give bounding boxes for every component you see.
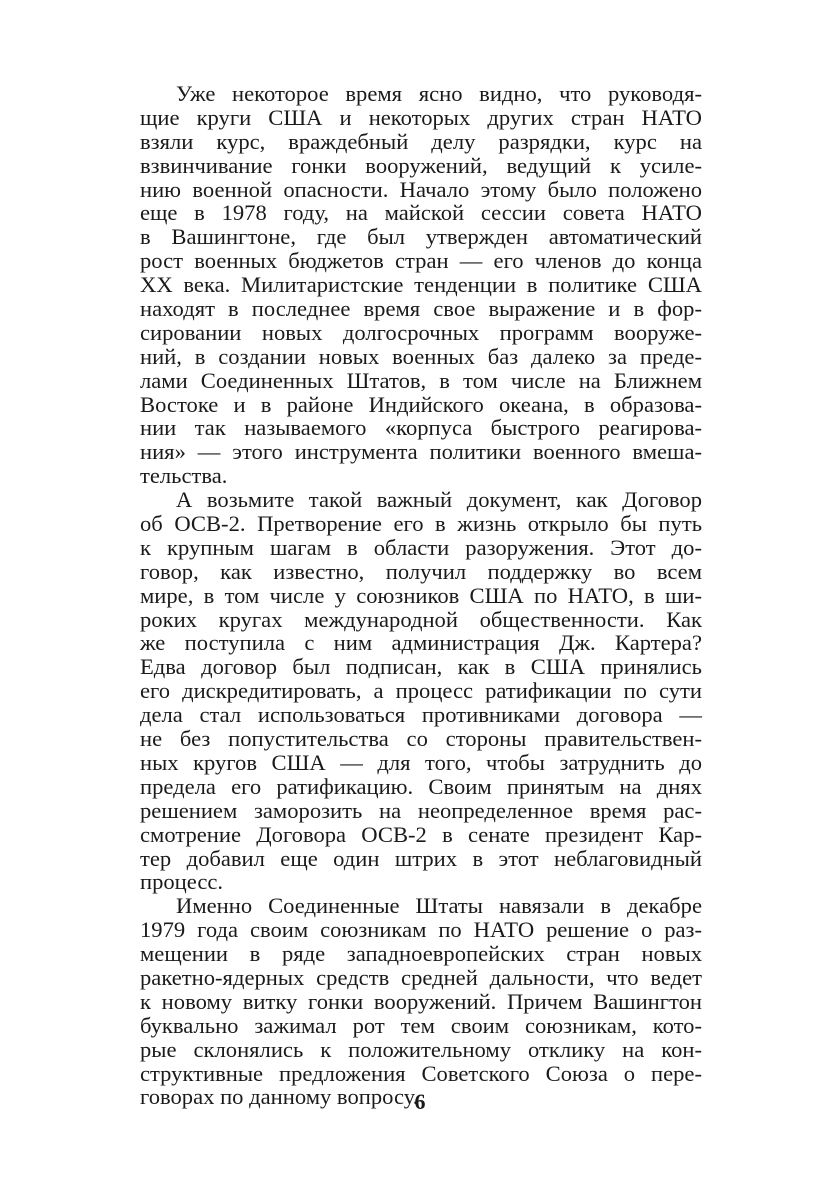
text-line: Уже некоторое время ясно видно, что руководя- xyxy=(176,81,702,106)
text-line: рые склонялись к положительному отклику на кон- xyxy=(140,1036,702,1062)
text-line: тельства. xyxy=(140,463,228,489)
paragraph xyxy=(140,82,702,488)
text-line: к новому витку гонки вооружений. Причем Вашингтон xyxy=(140,988,702,1014)
text-line: взвинчивание гонки вооружений, ведущий к усиле- xyxy=(140,152,702,178)
text-line: щие круги США и некоторых других стран НАТО xyxy=(140,104,702,130)
text-line: А возьмите такой важный документ, как Договор xyxy=(176,487,702,513)
text-line: нию военной опасности. Начало этому было положено xyxy=(140,176,702,202)
text-line: мещении в ряде западноевропейских стран новых xyxy=(140,941,702,967)
text-line: тер добавил еще один штрих в этот неблаговидный xyxy=(140,845,702,871)
text-line: процесс. xyxy=(140,869,224,895)
text-line: же поступила с ним администрация Дж. Картера? xyxy=(140,630,702,656)
text-line: дела стал использоваться противниками договора — xyxy=(140,702,702,728)
page-text xyxy=(140,82,702,1109)
text-line: мире, в том числе у союзников США по НАТО, в ши- xyxy=(140,582,702,608)
text-line: 1979 года своим союзникам по НАТО решение о раз- xyxy=(140,917,702,943)
text-line: взяли курс, враждебный делу разрядки, курс на xyxy=(140,128,702,154)
text-line: рост военных бюджетов стран — его членов до конца xyxy=(140,248,702,274)
text-line: об ОСВ-2. Претворение его в жизнь открыло бы путь xyxy=(140,511,702,537)
text-line: говорах по данному вопросу. xyxy=(140,1084,419,1110)
text-line: в Вашингтоне, где был утвержден автоматический xyxy=(140,224,702,250)
text-line: XX века. Милитаристские тенденции в политике США xyxy=(140,272,702,298)
text-line: Едва договор был подписан, как в США принялись xyxy=(140,654,702,680)
text-line: буквально зажимал рот тем своим союзникам, кото- xyxy=(140,1012,702,1038)
text-line: ния» — этого инструмента политики военного вмеша- xyxy=(140,439,702,465)
text-line: Именно Соединенные Штаты навязали в декабре xyxy=(176,893,702,919)
paragraph xyxy=(140,894,702,1109)
text-line: ных кругов США — для того, чтобы затруднить до xyxy=(140,749,702,775)
text-line: не без попустительства со стороны правительствен- xyxy=(140,726,702,752)
paragraph xyxy=(140,488,702,894)
text-line: ракетно-ядерных средств средней дальности, что ведет xyxy=(140,964,702,990)
text-line: еще в 1978 году, на майской сессии совета НАТО xyxy=(140,200,702,226)
text-line: лами Соединенных Штатов, в том числе на Ближнем xyxy=(140,367,702,393)
text-line: нии так называемого «корпуса быстрого реагирова- xyxy=(140,415,702,441)
text-line: роких кругах международной общественности. Как xyxy=(140,606,702,632)
text-line: структивные предложения Советского Союза о пере- xyxy=(140,1060,702,1086)
text-line: находят в последнее время свое выражение и в фор- xyxy=(140,296,702,322)
text-line: Востоке и в районе Индийского океана, в образова- xyxy=(140,391,702,417)
text-line: предела его ратификацию. Своим принятым на днях xyxy=(140,773,702,799)
text-line: говор, как известно, получил поддержку во всем xyxy=(140,558,702,584)
text-line: к крупным шагам в области разоружения. Этот до- xyxy=(140,534,702,560)
text-line: решением заморозить на неопределенное время рас- xyxy=(140,797,702,823)
text-line: смотрение Договора ОСВ-2 в сенате президент Кар- xyxy=(140,821,702,847)
text-line: его дискредитировать, а процесс ратификации по сути xyxy=(140,678,702,704)
page-number: 6 xyxy=(414,1089,426,1114)
text-line: сировании новых долгосрочных программ вооруже- xyxy=(140,319,702,345)
text-line: ний, в создании новых военных баз далеко за преде- xyxy=(140,343,702,369)
